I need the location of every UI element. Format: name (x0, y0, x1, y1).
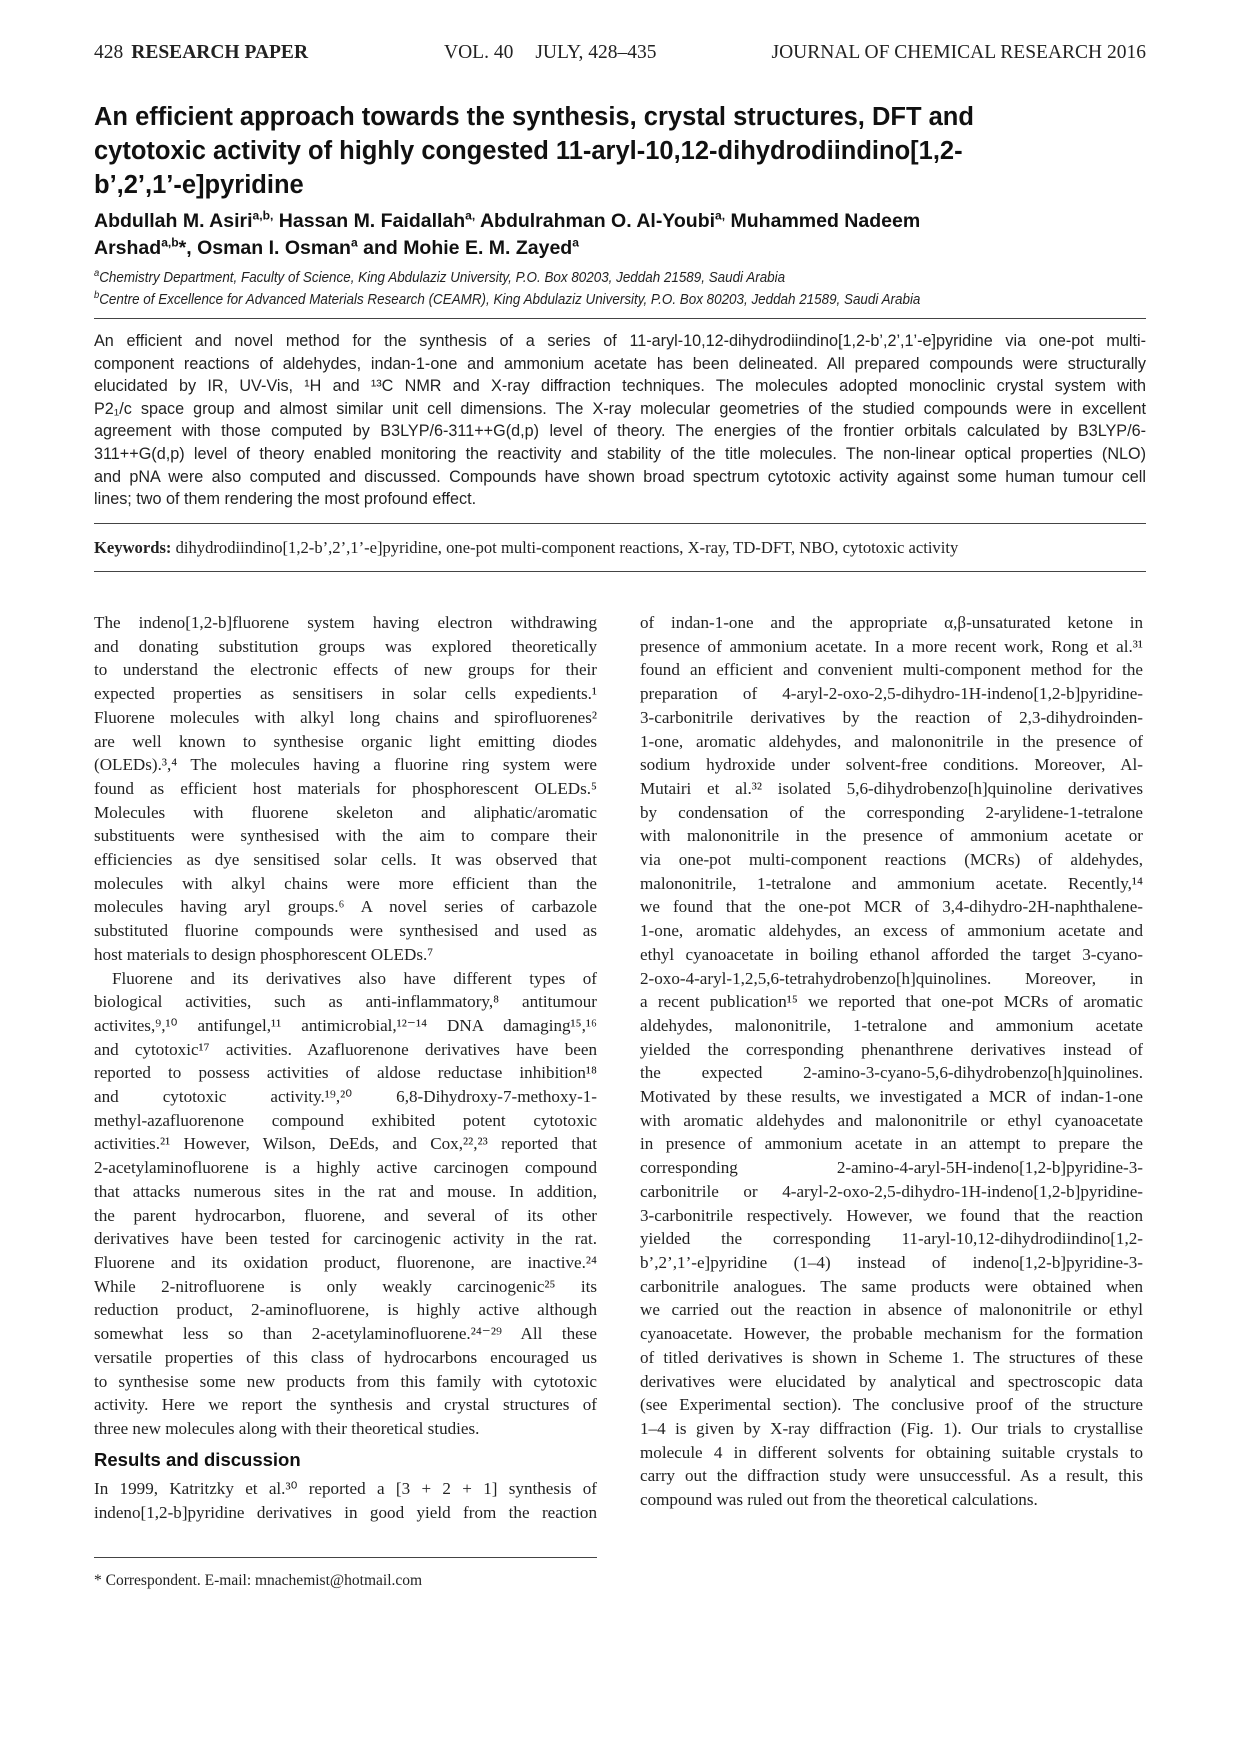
body-line: aldehydes, malononitrile, 1-tetralone and ammonium acetate (640, 1015, 1143, 1035)
body-line: presence of ammonium acetate. In a more recent work, Rong et al.³¹ (640, 636, 1143, 656)
body-line: (OLEDs).³,⁴ The molecules having a fluorine ring system were (94, 755, 597, 775)
body-line: indeno[1,2-b]pyridine derivatives in good yield from the reaction (94, 1502, 597, 1522)
body-line: cyanoacetate. However, the probable mechanism for the formation (640, 1324, 1143, 1344)
body-line: The indeno[1,2-b]fluorene system having electron withdrawing (94, 613, 597, 632)
body-line: found an efficient and convenient multi-component method for the (640, 660, 1143, 680)
body-line: ethyl cyanoacetate in boiling ethanol afforded the target 3-cyano- (640, 944, 1143, 964)
keywords-text: dihydrodiindino[1,2-b’,2’,1’-e]pyridine, one-pot multi-component reactions, X-ray, TD-DFT, NBO, cytotoxic activity (175, 538, 959, 557)
body-line: three new molecules along with their theoretical studies. (94, 1418, 480, 1438)
body-line: biological activities, such as anti-inflammatory,⁸ antitumour (94, 992, 597, 1012)
body-line: derivatives were elucidated by analytical and spectroscopic data (640, 1371, 1143, 1391)
body-line: activites,⁹,¹⁰ antifungel,¹¹ antimicrobial,¹²⁻¹⁴ DNA damaging¹⁵,¹⁶ (94, 1015, 597, 1035)
body-line: In 1999, Katritzky et al.³⁰ reported a [3 + 2 + 1] synthesis of (94, 1479, 597, 1498)
affiliations (94, 267, 1144, 311)
running-header (94, 42, 1146, 68)
abstract-line: component reactions of aldehydes, indan-1-one and ammonium acetate has been delineated. All prepared compounds were structurally (94, 354, 1146, 373)
abstract-line: and pNA were also computed and discussed. Compounds have shown broad spectrum cytotoxic activity against some human tumour cell (94, 467, 1146, 486)
body-line: to synthesise some new products from this family with cytotoxic (94, 1371, 597, 1391)
body-line: carry out the diffraction study were unsuccessful. As a result, this (640, 1466, 1143, 1486)
keywords-label: Keywords: (94, 538, 172, 557)
body-line: Mutairi et al.³² isolated 5,6-dihydrobenzo[h]quinoline derivatives (640, 778, 1143, 798)
body-line: we carried out the reaction in absence of malononitrile or ethyl (640, 1300, 1143, 1320)
body-line: 2-acetylaminofluorene is a highly active carcinogen compound (94, 1158, 597, 1178)
body-line: b’,2’,1’-e]pyridine (1–4) instead of indeno[1,2-b]pyridine-3- (640, 1252, 1143, 1272)
body-line: molecule 4 in different solvents for obtaining suitable crystals to (640, 1442, 1143, 1462)
author-line: Arshad$^{a,b}$*, Osman I. Osman$^a$ and Mohie E. M. Zayed$^a$ (94, 235, 579, 259)
title-line: cytotoxic activity of highly congested 11-aryl-10,12-dihydrodiindino[1,2- (94, 137, 963, 165)
body-line: and donating substitution groups was explored theoretically (94, 636, 597, 656)
title-line: An efficient approach towards the synthesis, crystal structures, DFT and (94, 103, 974, 131)
abstract-line: P2₁/c space group and almost similar unit cell dimensions. The X-ray molecular geometries of the studied compounds were in excellent (94, 399, 1146, 418)
body-line: malononitrile, 1-tetralone and ammonium acetate. Recently,¹⁴ (640, 873, 1143, 893)
body-line: 1–4 is given by X-ray diffraction (Fig. 1). Our trials to crystallise (640, 1418, 1143, 1438)
author-line: Abdullah M. Asiri$^{a,b,}$ Hassan M. Faidallah$^{a,}$ Abdulrahman O. Al-Youbi$^{a,}$ Muhammed Nadeem (94, 208, 921, 232)
body-line: molecules having aryl groups.⁶ A novel series of carbazole (94, 897, 597, 917)
body-line: yielded the corresponding phenanthrene derivatives instead of (640, 1039, 1143, 1059)
body-line: 3-carbonitrile derivatives by the reaction of 2,3-dihydroinden- (640, 707, 1143, 727)
body-column-right (640, 611, 1143, 1512)
body-line: preparation of 4-aryl-2-oxo-2,5-dihydro-1H-indeno[1,2-b]pyridine- (640, 684, 1143, 704)
body-line: Molecules with fluorene skeleton and aliphatic/aromatic (94, 802, 597, 822)
issue: JULY, 428–435 (535, 42, 657, 63)
body-line: Fluorene molecules with alkyl long chains and spirofluorenes² (94, 707, 597, 727)
body-line: sodium hydroxide under solvent-free conditions. Moreover, Al- (640, 755, 1143, 775)
body-line: carbonitrile analogues. The same products were obtained when (640, 1276, 1143, 1296)
body-line: While 2-nitrofluorene is only weakly carcinogenic²⁵ its (94, 1276, 597, 1296)
results-paragraph (94, 1477, 597, 1524)
body-line: compound was ruled out from the theoretical calculations. (640, 1490, 1038, 1510)
body-line: corresponding 2-amino-4-aryl-5H-indeno[1,2-b]pyridine-3- (640, 1158, 1143, 1178)
body-line: of indan-1-one and the appropriate α,β-unsaturated ketone in (640, 613, 1143, 632)
keywords-top-rule (94, 523, 1146, 524)
body-line: Motivated by these results, we investigated a MCR of indan-1-one (640, 1087, 1143, 1107)
body-line: somewhat less so than 2-acetylaminofluorene.²⁴⁻²⁹ All these (94, 1324, 597, 1344)
correspondence-footnote: * Correspondent. E-mail: mnachemist@hotmail.com (94, 1572, 423, 1589)
body-line: of titled derivatives is shown in Scheme 1. The structures of these (640, 1347, 1143, 1367)
body-line: the parent hydrocarbon, fluorene, and several of its other (94, 1205, 597, 1225)
body-line: expected properties as sensitisers in solar cells expedients.¹ (94, 684, 597, 704)
paper-title (94, 100, 1134, 202)
body-line: Fluorene and its derivatives also have different types of (112, 968, 597, 988)
body-line: host materials to design phosphorescent OLEDs.⁷ (94, 944, 434, 964)
body-line: the expected 2-amino-3-cyano-5,6-dihydrobenzo[h]quinolines. (640, 1063, 1143, 1083)
title-line: b’,2’,1’-e]pyridine (94, 171, 304, 199)
body-line: to understand the electronic effects of new groups for their (94, 660, 597, 680)
body-line: activities.²¹ However, Wilson, DeEds, and Cox,²²,²³ reported that (94, 1134, 597, 1154)
body-line: 1-one, aromatic aldehydes, and malononitrile in the presence of (640, 731, 1143, 751)
abstract-line: An efficient and novel method for the synthesis of a series of 11-aryl-10,12-dihydrodiindino[1,2-b’,2’,1’-e]pyridine via one-pot multi- (94, 332, 1146, 350)
body-line: that attacks numerous sites in the rat and mouse. In addition, (94, 1181, 597, 1201)
body-line: methyl-azafluorenone compound exhibited potent cytotoxic (94, 1110, 597, 1130)
body-line: by condensation of the corresponding 2-arylidene-1-tetralone (640, 802, 1143, 822)
body-line: with malononitrile in the presence of ammonium acetate or (640, 826, 1143, 846)
body-line: and cytotoxic¹⁷ activities. Azafluorenone derivatives have been (94, 1039, 597, 1059)
body-line: Fluorene and its oxidation product, fluorenone, are inactive.²⁴ (94, 1252, 597, 1272)
keywords-bottom-rule (94, 571, 1146, 572)
author-list (94, 208, 1154, 262)
body-line: we found that the one-pot MCR of 3,4-dihydro-2H-naphthalene- (640, 897, 1143, 917)
abstract-line: lines; two of them rendering the most profound effect. (94, 490, 477, 509)
body-line: molecules with alkyl chains were more efficient than the (94, 873, 597, 893)
affiliation-a: $^a$Chemistry Department, Faculty of Science, King Abdulaziz University, P.O. Box 80203, Jeddah 21589, Saudi Arabia (94, 268, 786, 286)
body-line: substituted fluorine compounds were synthesised and used as (94, 921, 597, 941)
abstract-top-rule (94, 318, 1146, 319)
body-line: (see Experimental section). The conclusive proof of the structure (640, 1395, 1143, 1415)
body-line: 1-one, aromatic aldehydes, an excess of ammonium acetate and (640, 921, 1143, 941)
page-number: 428 (94, 42, 124, 63)
body-line: activity. Here we report the synthesis and crystal structures of (94, 1395, 597, 1415)
body-line: substituents were synthesised with the aim to compare their (94, 826, 597, 846)
body-line: efficiencies as dye sensitised solar cells. It was observed that (94, 850, 597, 870)
body-line: in presence of ammonium acetate in an attempt to prepare the (640, 1134, 1143, 1154)
journal-name: JOURNAL OF CHEMICAL RESEARCH 2016 (771, 42, 1146, 63)
body-line: 3-carbonitrile respectively. However, we found that the reaction (640, 1205, 1143, 1225)
abstract-line: 311++G(d,p) level of theory enabled monitoring the reactivity and stability of the title molecules. The non-linear optical properties (NLO) (94, 444, 1146, 463)
volume: VOL. 40 (444, 42, 514, 63)
body-line: derivatives have been tested for carcinogenic activity in the rat. (94, 1229, 597, 1249)
body-line: carbonitrile or 4-aryl-2-oxo-2,5-dihydro-1H-indeno[1,2-b]pyridine- (640, 1181, 1143, 1201)
body-line: 2-oxo-4-aryl-1,2,5,6-tetrahydrobenzo[h]quinolines. Moreover, in (640, 968, 1143, 988)
abstract-line: elucidated by IR, UV-Vis, ¹H and ¹³C NMR and X-ray diffraction techniques. The molecules adopted monoclinic crystal system with (94, 377, 1146, 396)
section-heading-results: Results and discussion (94, 1449, 301, 1470)
body-line: reported to possess activities of aldose reductase inhibition¹⁸ (94, 1063, 597, 1083)
body-line: found as efficient host materials for phosphorescent OLEDs.⁵ (94, 778, 597, 798)
body-line: via one-pot multi-component reactions (MCRs) of aldehydes, (640, 850, 1143, 870)
body-line: yielded the corresponding 11-aryl-10,12-dihydrodiindino[1,2- (640, 1229, 1143, 1249)
keywords (94, 538, 1146, 558)
body-line: are well known to synthesise organic light emitting diodes (94, 731, 597, 751)
body-line: versatile properties of this class of hydrocarbons encouraged us (94, 1347, 597, 1367)
footnote-rule (94, 1557, 597, 1558)
abstract (94, 330, 1146, 511)
abstract-line: agreement with those computed by B3LYP/6-311++G(d,p) level of theory. The energies of the frontier orbitals calculated by B3LYP/6- (94, 422, 1146, 441)
section-label: RESEARCH PAPER (131, 42, 309, 63)
affiliation-b: $^b$Centre of Excellence for Advanced Materials Research (CEAMR), King Abdulaziz University, P.O. Box 80203, Jeddah 21589, Saudi Arabia (94, 290, 921, 308)
body-column-left (94, 611, 597, 1441)
body-line: a recent publication¹⁵ we reported that one-pot MCRs of aromatic (640, 992, 1143, 1012)
body-line: with aromatic aldehydes and malononitrile or ethyl cyanoacetate (640, 1110, 1143, 1130)
body-line: and cytotoxic activity.¹⁹,²⁰ 6,8-Dihydroxy-7-methoxy-1- (94, 1087, 597, 1107)
body-line: reduction product, 2-aminofluorene, is highly active although (94, 1300, 597, 1320)
